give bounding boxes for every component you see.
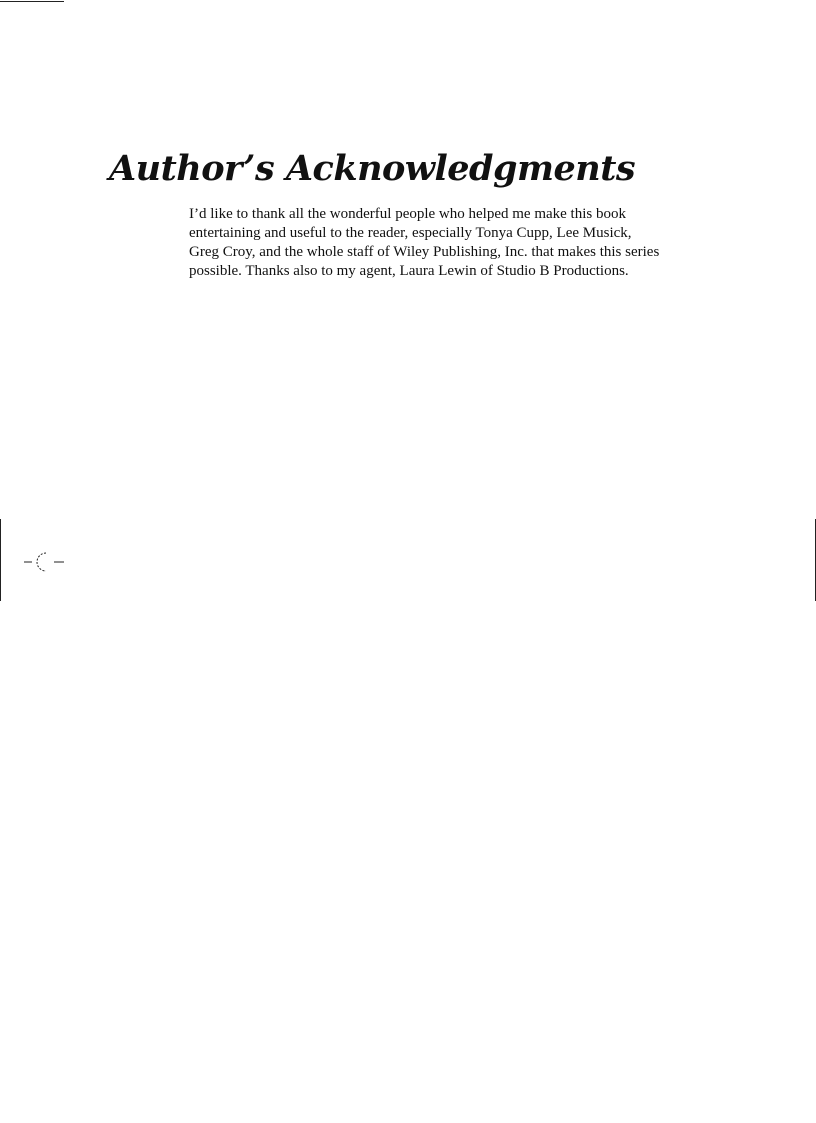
margin-rule-left xyxy=(0,519,1,601)
paragraph-line: possible. Thanks also to my agent, Laura Lewin of Studio B Productions. xyxy=(189,263,629,279)
registration-mark-icon xyxy=(24,551,66,573)
paragraph-line: entertaining and useful to the reader, especially Tonya Cupp, Lee Musick, xyxy=(189,225,632,241)
acknowledgments-paragraph xyxy=(189,205,729,281)
page-title: Author’s Acknowledgments xyxy=(109,148,636,189)
paragraph-line: Greg Croy, and the whole staff of Wiley Publishing, Inc. that makes this series xyxy=(189,244,660,260)
crop-mark-top-left xyxy=(0,1,64,2)
paragraph-line: I’d like to thank all the wonderful people who helped me make this book xyxy=(189,206,626,222)
